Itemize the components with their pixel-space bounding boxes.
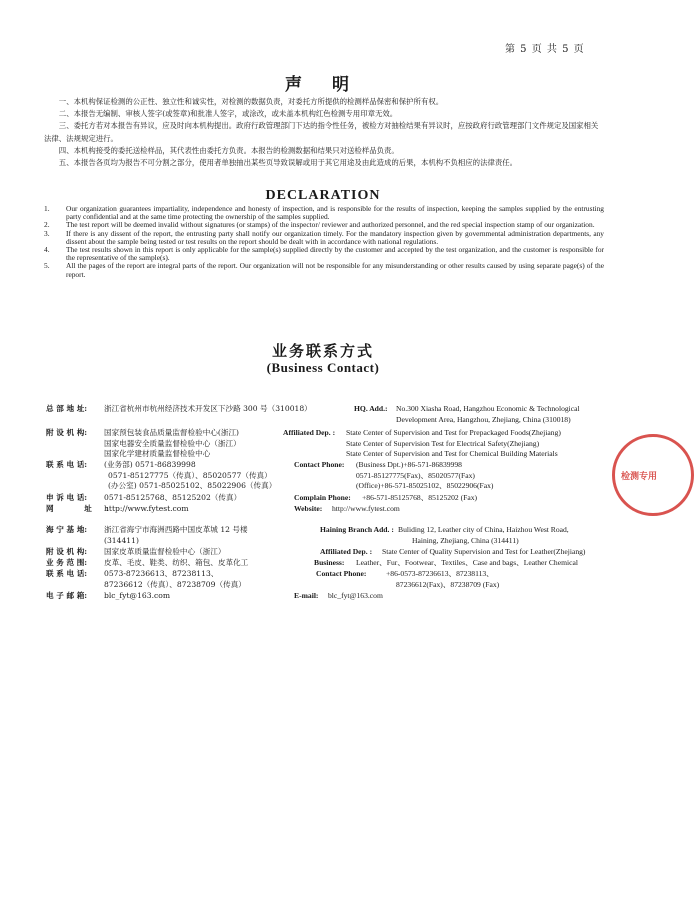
- complain-en-value: +86-571-85125768、85125202 (Fax): [362, 493, 478, 502]
- haining-address-row: [46, 525, 606, 547]
- statement-note: 五、本报告各页均为报告不可分割之部分，使用者单独抽出某些页导致误解或用于其它用途及由此造成的后果，本机构不负相应的法律责任。: [58, 158, 518, 168]
- aff2-en-label: Affiliated Dep. :: [320, 547, 373, 556]
- declaration-text: All the pages of the report are integral parts of the report. Our organization will not be responsible for any misunderstanding or other results caused by using separate page(s) of the report.: [66, 261, 604, 279]
- business-contact-subtitle: (Business Contact): [266, 360, 380, 375]
- declaration-num: 2.: [44, 220, 50, 230]
- aff-cn-3: 国家化学建材质量监督检验中心: [104, 449, 211, 459]
- contact-phone-row: [46, 460, 606, 492]
- aff-en-1: State Center of Supervision and Test for Prepackaged Foods(Zhejiang): [346, 428, 561, 437]
- declaration-item: [44, 230, 604, 246]
- tel2-cn-label: 联 系 电 话:: [46, 569, 88, 578]
- tel-cn-3: (办公室) 0571-85025102、85022906（传真）: [108, 481, 277, 491]
- tel2-en-1: +86-0573-87236613、87238113、: [386, 569, 494, 578]
- tel-en-1: (Business Dpt.)+86-571-86839998: [356, 460, 462, 469]
- aff-cn-2: 国家电器安全质量监督检验中心（浙江）: [104, 438, 241, 448]
- statement-note: 二、本报告无编制、审核人签字(或签章)和批准人签字，或涂改，或未盖本机构红色检测专用印章无效。: [58, 109, 398, 119]
- aff2-cn-value: 国家皮革质量监督检验中心（浙江）: [104, 547, 226, 556]
- declaration-text: If there is any dissent of the report, the entrusting party shall notify our organization timely. For the mandatory inspection given by governmental administration departments, any dissent about the sample being tested or test results on the report should be dealt with in accordance with national regulations.: [66, 228, 604, 246]
- aff-en-label: Affiliated Dep. :: [283, 428, 336, 437]
- declaration-num: 3.: [44, 228, 50, 238]
- tel-en-3: (Office)+86-571-85025102、85022906(Fax): [356, 481, 494, 491]
- hq-cn-label: 总 部 地 址:: [46, 404, 88, 413]
- email-row: [46, 591, 606, 602]
- aff2-en-value: State Center of Quality Supervision and Test for Leather(Zhejiang): [382, 547, 586, 556]
- website-row: [46, 504, 606, 515]
- web-cn-value[interactable]: http://www.fytest.com: [104, 504, 189, 513]
- declaration-item: [44, 205, 604, 221]
- business-contact-title: 业务联系方式: [271, 342, 374, 360]
- hq-en-label: HQ. Add.:: [354, 404, 388, 413]
- statement-note: 三、委托方若对本报告有异议，应及时向本机构提出。政府行政管理部门下达的指令性任务，被检方对抽检结果有异议时，应按政府行政管理部门文件规定及国家相关法律、法规规定进行。: [44, 121, 599, 143]
- affiliated2-row: [46, 547, 606, 558]
- tel2-cn-1: 0573-87236613、87238113、: [104, 569, 219, 578]
- complain-en-label: Complain Phone:: [294, 493, 351, 502]
- tel-cn-label: 联 系 电 话:: [46, 460, 88, 469]
- declaration-text: Our organization guarantees impartiality, independence and honesty of inspection, and is responsible for the results of inspection, keeping the samples supplied by the entrusting party confidential and at the same time protecting the ownership of the samples supplied.: [66, 204, 604, 222]
- complain-row: [46, 493, 606, 504]
- hn-en-2: Haining, Zhejiang, China (314411): [412, 535, 519, 545]
- scope-en-label: Business:: [314, 558, 345, 567]
- complain-cn-value: 0571-85125768、85125202（传真）: [104, 493, 242, 502]
- email-cn-label: 电 子 邮 箱:: [46, 591, 88, 600]
- scope-cn-label: 业 务 范 围:: [46, 558, 88, 567]
- declaration-text: The test results shown in this report is only applicable for the sample(s) supplied directly by the customer and accepted by the test organization, and the customer is responsible for the representative of the sample(s).: [66, 245, 604, 263]
- statement-notes: [44, 96, 604, 169]
- hn-cn-1: 浙江省海宁市海洲西路中国皮革城 12 号楼: [104, 525, 248, 534]
- declaration-text: The test report will be deemed invalid without signatures (or stamps) of the inspector/ reviewer and authorized personnel, and the red special inspection stamp of our organization.: [66, 220, 595, 230]
- hq-en-value-2: Development Area, Hangzhou, Zhejiang, China (310018): [396, 414, 571, 424]
- web-en-value[interactable]: http://www.fytest.com: [332, 504, 400, 513]
- declaration-item: [44, 262, 604, 278]
- tel2-en-2: 87236612(Fax)、87238709 (Fax): [396, 579, 500, 589]
- tel2-cn-2: 87236612（传真）、87238709（传真）: [104, 579, 246, 589]
- declaration-num: 1.: [44, 204, 50, 213]
- scope-en-value: Leather、Fur、Footwear、Textiles、Case and bags、Leather Chemical: [356, 558, 578, 567]
- email-en-value[interactable]: blc_fyt@163.com: [328, 591, 383, 600]
- hn-en-1: Buliding 12, Leather city of China, Haizhou West Road,: [398, 525, 569, 534]
- complain-cn-label: 申 诉 电 话:: [46, 493, 88, 502]
- declaration-title: DECLARATION: [265, 188, 381, 203]
- affiliated-row: [46, 428, 606, 460]
- email-en-label: E-mail:: [294, 591, 319, 600]
- hn-en-label: Haining Branch Add. :: [320, 525, 394, 534]
- tel-cn-1: (业务部) 0571-86839998: [104, 460, 196, 469]
- web-cn-label: 网 址:: [46, 504, 123, 513]
- tel2-en-label: Contact Phone:: [316, 569, 367, 578]
- business-scope-row: [46, 558, 606, 569]
- hq-address-row: [46, 404, 606, 424]
- declaration-num: 4.: [44, 245, 50, 255]
- hq-en-value-1: No.300 Xiasha Road, Hangzhou Economic & Technological: [396, 404, 580, 413]
- declaration-list: [44, 205, 604, 279]
- hn-cn-2: (314411): [104, 535, 139, 545]
- declaration-num: 5.: [44, 261, 50, 271]
- scope-cn-value: 皮革、毛皮、鞋类、纺织、箱包、皮革化工: [104, 558, 249, 567]
- hn-cn-label: 海 宁 基 地:: [46, 525, 88, 534]
- declaration-item: [44, 246, 604, 262]
- web-en-label: Website:: [294, 504, 323, 513]
- statement-note: 四、本机构接受的委托送检样品，其代表性由委托方负责。本报告的检测数据和结果只对送检样品负责。: [58, 145, 399, 155]
- page-number: 第 5 页 共 5 页: [505, 44, 585, 55]
- aff2-cn-label: 附 设 机 构:: [46, 547, 88, 556]
- statement-note: 一、本机构保证检测的公正性、独立性和诚实性，对检测的数据负责，对委托方所提供的检测样品保密和保护所有权。: [58, 97, 444, 106]
- hq-cn-value: 浙江省杭州市杭州经济技术开发区下沙路 300 号（310018）: [104, 404, 312, 413]
- aff-en-3: State Center of Supervision and Test for Chemical Building Materials: [346, 449, 558, 459]
- statement-title: 声 明: [285, 75, 361, 95]
- seal-text: 检测专用: [621, 471, 658, 482]
- contact-phone2-row: [46, 569, 606, 591]
- aff-en-2: State Center of Supervision Test for Electrical Safety(Zhejiang): [346, 438, 540, 448]
- aff-cn-1: 国家预包装食品质量监督检验中心(浙江): [104, 428, 240, 437]
- inspection-seal: [612, 434, 694, 516]
- tel-en-label: Contact Phone:: [294, 460, 345, 469]
- tel-en-2: 0571-85127775(Fax)、85020577(Fax): [356, 470, 475, 480]
- email-cn-value[interactable]: blc_fyt@163.com: [104, 591, 171, 600]
- tel-cn-2: 0571-85127775（传真）、85020577（传真）: [108, 470, 272, 480]
- aff-cn-label: 附 设 机 构:: [46, 428, 88, 437]
